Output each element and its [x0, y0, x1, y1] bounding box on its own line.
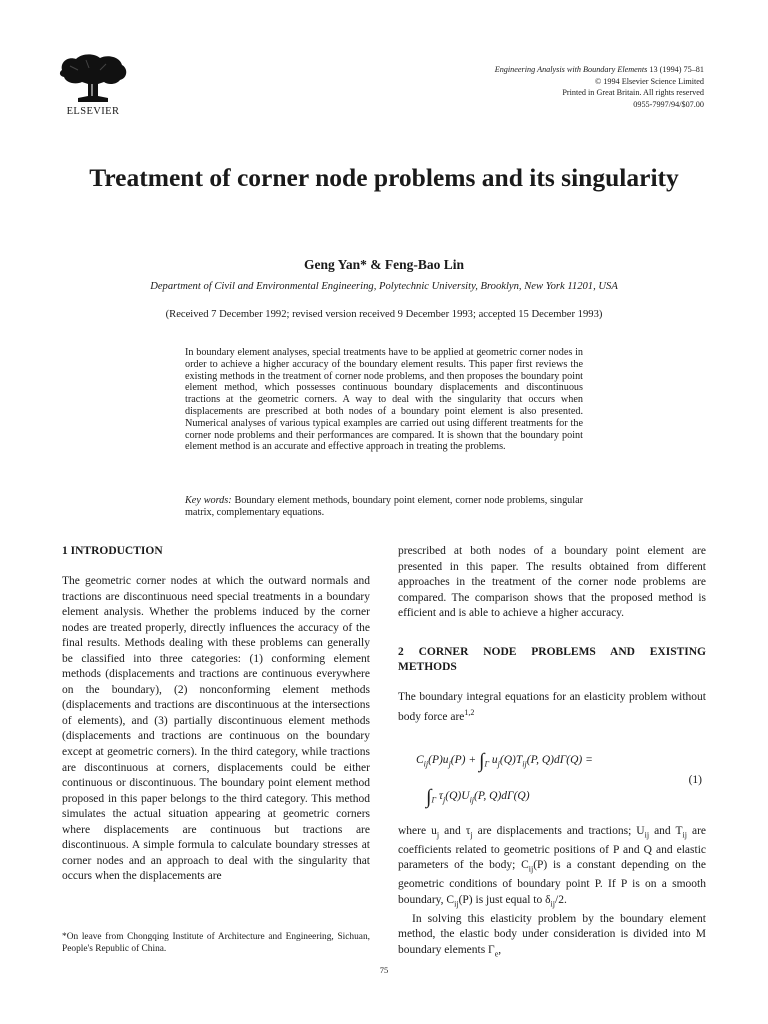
journal-citation-line — [495, 64, 704, 76]
article-title: Treatment of corner node problems and its singularity — [89, 163, 679, 192]
printed-notice: Printed in Great Britain. All rights reserved — [562, 88, 704, 97]
section2-intro — [398, 690, 706, 726]
abstract: In boundary element analyses, special treatments have to be applied at geometric corner nodes in order to achieve a higher accuracy of the boundary element results. This paper first reviews the existing methods in the treatment of corner node problems, and then proposes the boundary point element method, which possesses continuous boundary displacements and discontinuous tractions at the geometric corners. A way to deal with the singularity that occurs when displacements are prescribed at both nodes of a boundary point element is also presented. Numerical analyses of various typical examples are carried out using different treatments for the corner node problems and their performances are compared. It is shown that the boundary point element method is an accurate and effective approach in treating the problems. — [185, 347, 583, 453]
copyright-notice: © 1994 Elsevier Science Limited — [595, 76, 704, 86]
journal-citation: 13 (1994) 75–81 — [649, 65, 704, 74]
publisher-name: ELSEVIER — [66, 106, 120, 117]
section-heading-corner-node: 2 CORNER NODE PROBLEMS AND EXISTING METHODS — [398, 645, 706, 673]
section2-intro-text: The boundary integral equations for an elasticity problem without body force are — [398, 690, 706, 724]
publisher-logo — [56, 52, 130, 117]
right-column-lower — [398, 824, 706, 962]
keywords — [185, 495, 583, 519]
received-dates: (Received 7 December 1992; revised version received 9 December 1993; accepted 15 December 1993) — [165, 309, 603, 320]
equation-explanation: where $u_j$ and $\tau_j$ are displacements and tractions; $U_{ij}$ and $T_{ij}$ are coefficients related to geometric positions of P and Q and elastic parameters of the body; $C_{ij}(P)$ is a constant depending on the geometric conditions of boundary point P. If P is on a smooth boundary, $C_{ij}(P)$ is just equal to $\delta_{ij}/2$. — [398, 825, 707, 909]
left-column — [62, 544, 370, 885]
equation-number: (1) — [688, 774, 702, 786]
page-number: 75 — [379, 965, 389, 975]
author-affiliation: Department of Civil and Environmental Engineering, Polytechnic University, Brooklyn, New York 11201, USA — [150, 281, 618, 292]
journal-name: Engineering Analysis with Boundary Elements — [494, 65, 648, 74]
citation-ref: 1,2 — [464, 708, 475, 718]
keywords-text: Boundary element methods, boundary point element, corner node problems, singular matrix, complementary equations. — [185, 495, 583, 518]
keywords-label: Key words: — [185, 495, 232, 506]
section2-paragraph-2: In solving this elasticity problem by the boundary element method, the elastic body under consideration is divided into M boundary elements $\Gamma_e$, — [398, 912, 706, 959]
equation-line-2: $\int_\Gamma$ $\tau_j(Q)U_{ij}(P$, Q)dΓ(Q) — [426, 786, 530, 808]
section-heading-introduction: 1 INTRODUCTION — [62, 545, 163, 557]
elsevier-tree-icon — [56, 52, 130, 104]
introduction-paragraph: The geometric corner nodes at which the outward normals and tractions are discontinuous need special treatments in a boundary element analysis. Whether the problems induced by the corner nodes are treated properly, directly influences the accuracy of the final results. Methods dealing with these problems can generally be classified into three categories: (1) conforming element methods (displacements and tractions are continuous everywhere on the boundary), (2) nonconforming element methods (displacements and tractions are discontinuous at the intersections of elements), and (3) partially discontinuous element methods (displacements and tractions are continuous on the boundary except at geometric corners). In the third category, while tractions are discontinuous at corners, displacements could be either continuous or discontinuous. The boundary point element method proposed in this paper belongs to the third category. This method simulates the actual situation appearing at geometric corners where displacements are continuous but tractions are discontinuous. A simple formula to calculate boundary stresses at corner nodes and an approach to deal with the singularity that occurs when the displacements are — [62, 575, 370, 883]
right-column — [398, 544, 706, 726]
article-authors: Geng Yan* & Feng-Bao Lin — [303, 257, 465, 272]
equation-1 — [398, 744, 706, 814]
journal-info — [495, 64, 704, 110]
footnote: *On leave from Chongqing Institute of Architecture and Engineering, Sichuan, People's Republic of China. — [62, 932, 370, 954]
introduction-continuation: prescribed at both nodes of a boundary point element are presented in this paper. The results obtained from different approaches in the treatment of the corner node problems are compared. The comparison shows that the proposed method is efficient and is able to achieve a higher accuracy. — [398, 545, 706, 620]
equation-line-1: $C_{ij}(P)u_j(P) + \int_\Gamma$ $u_j(Q)T_{ij}(P$, Q)dΓ(Q) = — [416, 750, 593, 772]
issn-price: 0955-7997/94/$07.00 — [633, 99, 704, 109]
